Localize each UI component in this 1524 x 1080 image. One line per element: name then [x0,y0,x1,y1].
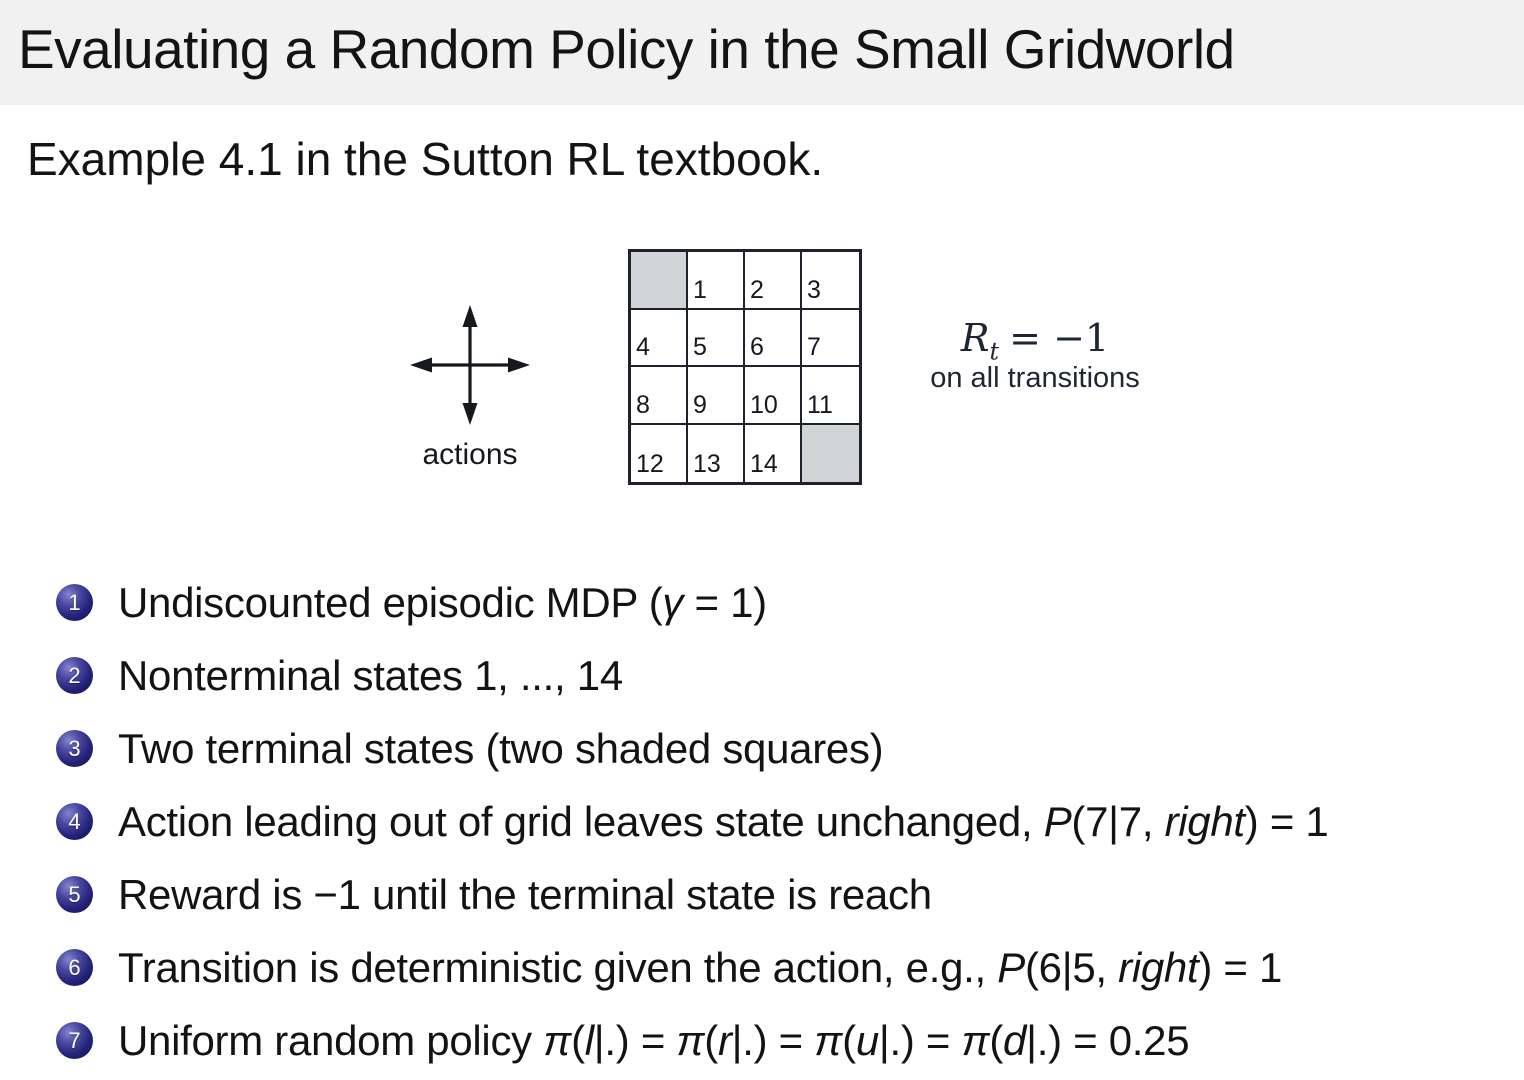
list-item [56,712,1518,785]
state-number: 5 [693,333,707,361]
state-number: 11 [807,390,833,419]
slide-title: Evaluating a Random Policy in the Small Gridworld [18,17,1235,80]
reward-annotation [915,318,1155,395]
item-number-badge: 1 [56,584,93,621]
list-item [56,858,1518,931]
state-cell [745,425,802,483]
state-number: 10 [750,390,778,419]
reward-note: on all transitions [930,361,1140,394]
gridworld-grid [628,249,862,485]
list-item [56,639,1518,712]
state-cell [631,310,688,368]
state-cell [745,367,802,425]
state-cell [631,367,688,425]
state-cell [688,367,745,425]
item-text: Action leading out of grid leaves state unchanged, P(7|7, right) = 1 [118,797,1329,845]
state-cell [631,425,688,483]
state-number: 6 [750,333,764,361]
list-item [56,785,1518,858]
state-number: 8 [636,390,650,419]
list-item [56,566,1518,639]
state-number: 12 [636,450,664,478]
item-number-badge: 4 [56,803,93,840]
item-text: Uniform random policy π(l|.) = π(r|.) = π(u|.) = π(d|.) = 0.25 [118,1016,1190,1064]
state-number: 2 [750,275,764,304]
reward-value: = −1 [1009,316,1110,360]
list-item [56,931,1518,1004]
item-number-badge: 3 [56,730,93,767]
subtitle: Example 4.1 in the Sutton RL textbook. [27,133,824,185]
state-number: 9 [693,390,707,419]
item-text: Undiscounted episodic MDP (γ = 1) [118,578,767,626]
state-number: 13 [693,450,721,478]
state-cell [745,310,802,368]
state-cell [688,252,745,310]
state-number: 7 [807,333,821,361]
item-text: Transition is deterministic given the action, e.g., P(6|5, right) = 1 [118,943,1283,991]
state-cell [688,310,745,368]
item-number-badge: 7 [56,1022,93,1059]
actions-cross-icon [408,303,532,427]
state-cell [688,425,745,483]
reward-subscript: t [989,337,1000,366]
list-item [56,1004,1518,1077]
state-cell [802,310,859,368]
actions-label: actions [422,438,518,471]
state-cell [745,252,802,310]
state-number: 14 [750,450,778,478]
item-number-badge: 6 [56,949,93,986]
item-number-badge: 2 [56,657,93,694]
item-text: Two terminal states (two shaded squares) [118,724,884,772]
item-text: Reward is −1 until the terminal state is reach [118,870,932,918]
item-number-badge: 5 [56,876,93,913]
state-number: 1 [693,275,707,304]
state-cell [802,367,859,425]
terminal-cell [631,252,688,310]
title-bar [0,0,1524,105]
terminal-cell [802,425,859,483]
state-cell [802,252,859,310]
state-number: 4 [636,333,650,361]
state-number: 3 [807,275,821,304]
bullet-list [56,566,1518,1077]
item-text: Nonterminal states 1, ..., 14 [118,651,623,699]
reward-formula [915,316,1155,366]
reward-variable: R [960,316,990,360]
